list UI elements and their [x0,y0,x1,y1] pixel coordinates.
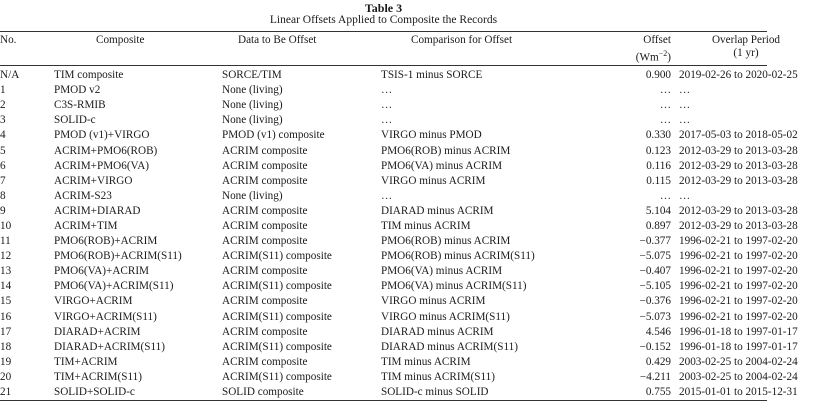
cell-composite: PMO6(VA)+ACRIM(S11) [54,280,174,293]
cell-overlap: 1996-02-21 to 1997-02-20 [679,295,798,308]
header-offset-unit-base: (Wm [635,51,659,64]
header-offset [606,32,679,67]
cell-comparison: VIRGO minus ACRIM(S11) [381,310,510,323]
cell-offset: 4.546 [645,325,671,338]
cell-data-offset: None (living) [222,114,283,127]
cell-overlap: 2012-03-29 to 2013-03-28 [679,159,798,172]
table-row [0,219,813,234]
cell-comparison: … [381,99,393,112]
cell-data-offset: SORCE/TIM [222,69,282,82]
cell-composite: ACRIM+TIM [54,219,118,232]
cell-data-offset: None (living) [222,189,283,202]
cell-comparison: PMO6(ROB) minus ACRIM(S11) [381,250,535,263]
cell-no: 16 [0,310,12,323]
header-composite-label: Composite [96,34,145,46]
cell-overlap: 2012-03-29 to 2013-03-28 [679,144,798,157]
table-row [0,83,813,98]
table-row [0,67,813,83]
cell-data-offset: ACRIM composite [222,174,308,187]
cell-comparison: TSIS-1 minus SORCE [381,69,483,82]
cell-data-offset: ACRIM composite [222,295,308,308]
table-row [0,143,813,158]
cell-no: 7 [0,174,6,187]
cell-no: 9 [0,204,6,217]
table-row [0,98,813,113]
cell-offset: 0.330 [645,129,671,142]
cell-comparison: PMO6(VA) minus ACRIM [381,265,503,278]
cell-offset: 0.116 [646,159,671,172]
header-row [0,32,813,67]
cell-comparison: PMO6(VA) minus ACRIM(S11) [381,280,527,293]
cell-no: 10 [0,219,12,232]
cell-overlap: 2003-02-25 to 2004-02-24 [679,355,798,368]
cell-no: 11 [0,235,11,248]
cell-overlap: 2015-01-01 to 2015-12-31 [679,386,798,399]
cell-data-offset: ACRIM composite [222,355,308,368]
table-row [0,294,813,309]
cell-offset: … [659,114,671,127]
header-overlap-line2: (1 yr) [733,47,759,59]
table-row [0,249,813,264]
cell-offset: 0.900 [645,69,671,82]
cell-offset: −5.073 [639,310,671,323]
cell-composite: DIARAD+ACRIM(S11) [54,340,165,353]
cell-composite: C3S-RMIB [54,99,106,112]
offsets-table [0,32,813,400]
cell-no: 13 [0,265,12,278]
cell-comparison: VIRGO minus PMOD [381,129,482,142]
cell-comparison: DIARAD minus ACRIM [381,325,494,338]
cell-overlap: … [679,84,691,97]
cell-overlap: 1996-01-18 to 1997-01-17 [679,325,798,338]
cell-data-offset: ACRIM composite [222,144,308,157]
cell-overlap: 2012-03-29 to 2013-03-28 [679,219,798,232]
cell-comparison: DIARAD minus ACRIM [381,204,494,217]
cell-data-offset: PMOD (v1) composite [222,129,325,142]
cell-overlap: … [679,99,691,112]
header-offset-unit-sup: −2 [658,49,668,58]
cell-offset: −0.377 [639,235,671,248]
cell-offset: −0.152 [639,340,671,353]
header-no: No. [0,34,17,46]
cell-comparison: TIM minus ACRIM(S11) [381,370,495,383]
cell-no: 6 [0,159,6,172]
cell-overlap: … [679,114,691,127]
cell-composite: PMO6(ROB)+ACRIM [54,235,158,248]
cell-no: 12 [0,250,12,263]
cell-composite: ACRIM+VIRGO [54,174,133,187]
cell-data-offset: ACRIM composite [222,325,308,338]
cell-overlap: 1996-02-21 to 1997-02-20 [679,235,798,248]
cell-comparison: TIM minus ACRIM [381,355,471,368]
cell-composite: VIRGO+ACRIM(S11) [54,310,157,323]
cell-offset: … [659,99,671,112]
cell-composite: ACRIM+PMO6(ROB) [54,144,158,157]
table-row [0,370,813,385]
cell-no: 14 [0,280,12,293]
cell-composite: PMO6(ROB)+ACRIM(S11) [54,250,182,263]
cell-no: 17 [0,325,12,338]
bottom-rule [0,400,767,401]
header-offset-line2 [606,47,671,65]
cell-composite: ACRIM+PMO6(VA) [54,159,149,172]
cell-no: 19 [0,355,12,368]
cell-no: 8 [0,189,6,202]
table-row [0,264,813,279]
cell-comparison: PMO6(ROB) minus ACRIM [381,235,511,248]
cell-no: 1 [0,84,6,97]
cell-overlap: 2003-02-25 to 2004-02-24 [679,370,798,383]
cell-overlap: 1996-02-21 to 1997-02-20 [679,280,798,293]
header-comparison: Comparison for Offset [411,34,513,46]
cell-data-offset: ACRIM(S11) composite [222,340,332,353]
cell-no: N/A [0,69,20,82]
cell-composite: DIARAD+ACRIM [54,325,141,338]
cell-data-offset: ACRIM(S11) composite [222,280,332,293]
cell-offset: 0.897 [645,219,671,232]
table-row [0,174,813,189]
table-row [0,159,813,174]
cell-data-offset: ACRIM(S11) composite [222,250,332,263]
cell-offset: −5.105 [639,280,671,293]
cell-composite: SOLID-c [54,114,96,127]
table-row [0,310,813,325]
header-data-offset: Data to Be Offset [238,34,317,46]
cell-offset: … [659,84,671,97]
cell-overlap: 2019-02-26 to 2020-02-25 [679,69,798,82]
cell-data-offset: ACRIM composite [222,265,308,278]
cell-comparison: PMO6(VA) minus ACRIM [381,159,503,172]
table-row [0,325,813,340]
table-body [0,67,813,400]
header-offset-line1: Offset [643,34,671,46]
cell-offset: 5.104 [645,204,671,217]
cell-data-offset: ACRIM composite [222,235,308,248]
cell-composite: VIRGO+ACRIM [54,295,133,308]
table-row [0,340,813,355]
table-caption [0,0,767,27]
cell-overlap: 1996-01-18 to 1997-01-17 [679,340,798,353]
cell-no: 5 [0,144,6,157]
cell-comparison: … [381,114,393,127]
cell-data-offset: ACRIM(S11) composite [222,310,332,323]
cell-data-offset: ACRIM composite [222,219,308,232]
table-row [0,279,813,294]
cell-offset: 0.123 [645,144,671,157]
cell-offset: −4.211 [639,370,671,383]
cell-offset: 0.755 [645,386,671,399]
cell-data-offset: ACRIM composite [222,204,308,217]
cell-comparison: … [381,84,393,97]
cell-composite: PMOD (v1)+VIRGO [54,129,150,142]
cell-overlap: … [679,189,691,202]
cell-no: 2 [0,99,6,112]
cell-no: 4 [0,129,6,142]
table-row [0,113,813,128]
table-row [0,355,813,370]
cell-comparison: VIRGO minus ACRIM [381,174,486,187]
cell-overlap: 1996-02-21 to 1997-02-20 [679,265,798,278]
cell-composite: PMOD v2 [54,84,101,97]
cell-data-offset: ACRIM(S11) composite [222,370,332,383]
cell-data-offset: None (living) [222,99,283,112]
cell-no: 15 [0,295,12,308]
cell-comparison: … [381,189,393,202]
cell-offset: … [659,189,671,202]
cell-comparison: VIRGO minus ACRIM [381,295,486,308]
cell-overlap: 2012-03-29 to 2013-03-28 [679,204,798,217]
cell-comparison: DIARAD minus ACRIM(S11) [381,340,518,353]
cell-comparison: TIM minus ACRIM [381,219,471,232]
cell-comparison: PMO6(ROB) minus ACRIM [381,144,511,157]
table-row [0,204,813,219]
cell-overlap: 1996-02-21 to 1997-02-20 [679,250,798,263]
table-row [0,385,813,400]
table-row [0,234,813,249]
cell-composite: ACRIM-S23 [54,189,112,202]
cell-data-offset: ACRIM composite [222,159,308,172]
cell-no: 18 [0,340,12,353]
cell-data-offset: SOLID composite [222,386,304,399]
cell-overlap: 1996-02-21 to 1997-02-20 [679,310,798,323]
cell-offset: −5.075 [639,250,671,263]
cell-composite: TIM composite [54,69,124,82]
cell-overlap: 2017-05-03 to 2018-05-02 [679,129,798,142]
cell-composite: TIM+ACRIM(S11) [54,370,142,383]
cell-offset: −0.407 [639,265,671,278]
cell-comparison: SOLID-c minus SOLID [381,386,489,399]
cell-offset: 0.115 [646,174,671,187]
cell-data-offset: None (living) [222,84,283,97]
cell-composite: PMO6(VA)+ACRIM [54,265,149,278]
cell-offset: −0.376 [639,295,671,308]
cell-composite: ACRIM+DIARAD [54,204,141,217]
header-overlap-line1: Overlap Period [711,34,781,46]
table-row [0,189,813,204]
cell-composite: SOLID+SOLID-c [54,386,135,399]
header-offset-unit-end: ) [667,51,671,64]
cell-overlap: 2012-03-29 to 2013-03-28 [679,174,798,187]
header-overlap [679,32,813,67]
cell-no: 20 [0,370,12,383]
table-row [0,128,813,143]
header-composite [54,32,222,67]
cell-composite: TIM+ACRIM [54,355,118,368]
cell-offset: 0.429 [645,355,671,368]
table-title: Linear Offsets Applied to Composite the Records [269,14,498,26]
cell-no: 21 [0,386,12,399]
cell-no: 3 [0,114,6,127]
table-label: Table 3 [364,1,403,15]
